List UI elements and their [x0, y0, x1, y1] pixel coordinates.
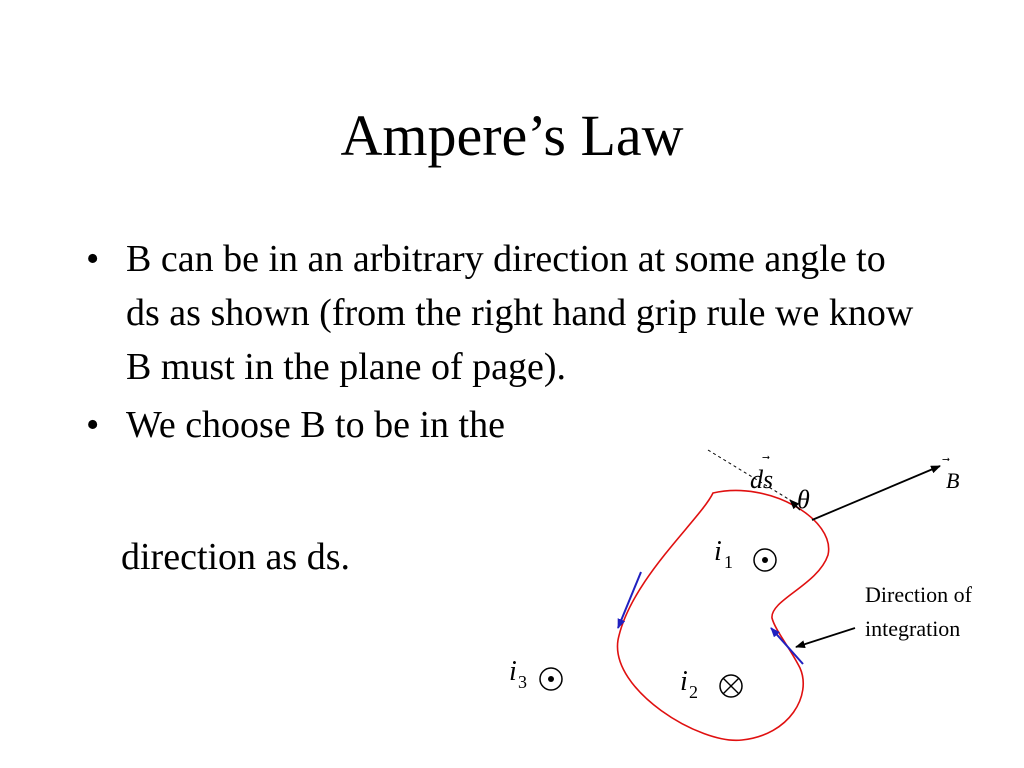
- integration-label-line2: integration: [865, 616, 961, 641]
- bullet-marker: •: [86, 238, 100, 280]
- ds-vector-mark: [762, 455, 770, 460]
- current-into-page-icon: [720, 675, 742, 697]
- tangent-line: [708, 450, 790, 500]
- amperian-loop: [617, 490, 828, 740]
- bullet-marker: •: [86, 404, 100, 446]
- current-i3-subscript: 3: [518, 672, 527, 692]
- current-i2-subscript: 2: [689, 682, 698, 702]
- bullet-text: B can be in an arbitrary direction at some angle to ds as shown (from the right hand grip rule we know B must in the plane of page).: [126, 238, 914, 388]
- ds-arrow-left: [618, 572, 641, 628]
- current-i3-symbol: i: [509, 656, 517, 687]
- current-i1-subscript: 1: [724, 552, 733, 572]
- current-i2-symbol: i: [680, 666, 688, 697]
- b-vector-mark: [942, 457, 950, 462]
- current-i1-symbol: i: [714, 536, 722, 567]
- slide-title: Ampere’s Law: [340, 103, 684, 168]
- integration-label-line1: Direction of: [865, 582, 972, 607]
- b-vector-arrow: [812, 466, 940, 520]
- b-label: B: [946, 468, 960, 493]
- theta-label: θ: [797, 485, 810, 514]
- ds-label: ds: [750, 465, 774, 494]
- current-out-of-page-icon: [754, 549, 776, 571]
- current-out-of-page-icon: [540, 668, 562, 690]
- integration-pointer-arrow: [796, 628, 855, 647]
- bullet-text: We choose B to be in the: [126, 404, 505, 446]
- bullet-continuation: direction as ds.: [121, 536, 351, 578]
